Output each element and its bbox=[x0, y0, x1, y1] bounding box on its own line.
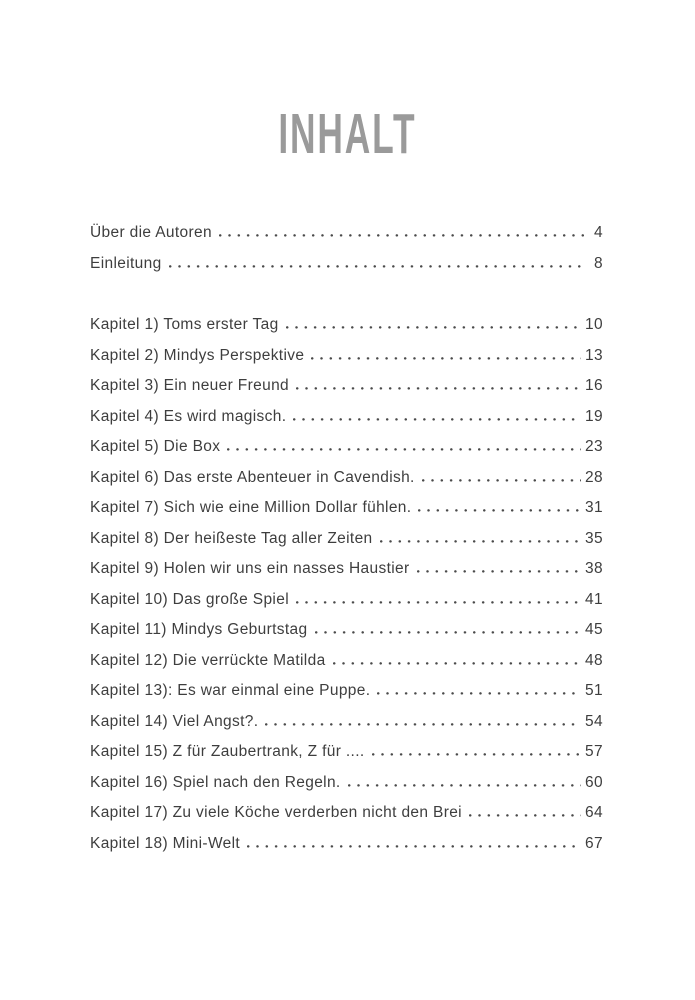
dot-leader bbox=[219, 234, 584, 237]
toc-entry-label: Kapitel 6) Das erste Abenteuer in Cavendish. bbox=[90, 468, 415, 486]
toc-entry-page: 60 bbox=[585, 773, 603, 791]
toc-entry-page: 13 bbox=[585, 346, 603, 364]
toc-entry bbox=[90, 621, 603, 652]
toc-entry-page: 54 bbox=[585, 712, 603, 730]
toc-entry-page: 31 bbox=[585, 499, 603, 516]
toc-entry bbox=[90, 499, 603, 530]
toc-entry bbox=[90, 408, 603, 439]
dot-leader bbox=[348, 784, 581, 787]
toc-entry-page: 4 bbox=[594, 224, 603, 241]
toc-entry-page: 67 bbox=[585, 834, 603, 852]
toc-entry-page: 51 bbox=[585, 682, 603, 699]
toc-entry-label: Kapitel 1) Toms erster Tag bbox=[90, 316, 279, 333]
dot-leader bbox=[333, 662, 582, 665]
toc-entry bbox=[90, 591, 603, 622]
toc-entry-label: Kapitel 17) Zu viele Köche verderben nicht den Brei bbox=[90, 804, 462, 821]
dot-leader bbox=[315, 631, 582, 634]
toc-entry-label: Kapitel 9) Holen wir uns ein nasses Haustier bbox=[90, 560, 410, 577]
dot-leader bbox=[247, 845, 581, 848]
toc-entry-page: 28 bbox=[585, 468, 603, 486]
toc-entry-label: Kapitel 4) Es wird magisch. bbox=[90, 407, 287, 425]
toc-entry-label: Über die Autoren bbox=[90, 224, 212, 241]
page-title-container bbox=[0, 102, 695, 166]
toc-entry bbox=[90, 743, 603, 774]
dot-leader bbox=[227, 448, 581, 451]
toc-entry-label: Kapitel 8) Der heißeste Tag aller Zeiten bbox=[90, 529, 373, 547]
dot-leader bbox=[380, 540, 582, 543]
toc-entry-page: 19 bbox=[585, 407, 603, 425]
page-title: INHALT bbox=[278, 102, 417, 166]
toc-entry-label: Kapitel 12) Die verrückte Matilda bbox=[90, 651, 326, 669]
toc-entry-label: Kapitel 5) Die Box bbox=[90, 438, 221, 455]
toc-entry bbox=[90, 682, 603, 713]
toc-entry bbox=[90, 835, 603, 866]
toc-entry-label: Kapitel 13): Es war einmal eine Puppe. bbox=[90, 682, 371, 699]
toc-entry-label: Kapitel 10) Das große Spiel bbox=[90, 590, 289, 608]
toc-entry-label: Kapitel 14) Viel Angst?. bbox=[90, 712, 259, 730]
toc-entry-page: 10 bbox=[585, 316, 603, 333]
dot-leader bbox=[311, 357, 581, 360]
toc-entry-label: Kapitel 7) Sich wie eine Million Dollar fühlen. bbox=[90, 499, 412, 516]
toc-entry bbox=[90, 224, 603, 255]
toc-entry bbox=[90, 804, 603, 835]
toc-entry-label: Kapitel 15) Z für Zaubertrank, Z für .... bbox=[90, 743, 365, 760]
dot-leader bbox=[418, 509, 581, 512]
toc-entry bbox=[90, 438, 603, 469]
toc-entry-page: 57 bbox=[585, 743, 603, 760]
dot-leader bbox=[169, 265, 584, 268]
toc-entry-label: Kapitel 16) Spiel nach den Regeln. bbox=[90, 773, 341, 791]
toc-entry-page: 64 bbox=[585, 804, 603, 821]
toc-entry-page: 23 bbox=[585, 438, 603, 455]
toc-entry bbox=[90, 469, 603, 500]
dot-leader bbox=[296, 601, 581, 604]
table-of-contents bbox=[90, 224, 603, 865]
dot-leader bbox=[265, 723, 581, 726]
toc-entry bbox=[90, 377, 603, 408]
toc-entry bbox=[90, 713, 603, 744]
dot-leader bbox=[469, 814, 581, 817]
toc-entry bbox=[90, 652, 603, 683]
dot-leader bbox=[296, 387, 581, 390]
dot-leader bbox=[417, 570, 582, 573]
toc-chapter-list bbox=[90, 316, 603, 865]
toc-entry bbox=[90, 530, 603, 561]
toc-entry bbox=[90, 774, 603, 805]
dot-leader bbox=[372, 753, 582, 756]
toc-entry-label: Kapitel 2) Mindys Perspektive bbox=[90, 346, 305, 364]
dot-leader bbox=[377, 692, 581, 695]
dot-leader bbox=[293, 418, 581, 421]
toc-entry bbox=[90, 255, 603, 286]
toc-entry-label: Kapitel 3) Ein neuer Freund bbox=[90, 377, 290, 394]
dot-leader bbox=[286, 326, 581, 329]
toc-entry bbox=[90, 560, 603, 591]
toc-entry-page: 38 bbox=[585, 560, 603, 577]
toc-entry-page: 45 bbox=[585, 621, 603, 638]
toc-entry-page: 8 bbox=[594, 254, 603, 272]
toc-entry-page: 48 bbox=[585, 651, 603, 669]
toc-entry bbox=[90, 316, 603, 347]
toc-entry-label: Kapitel 18) Mini-Welt bbox=[90, 834, 241, 852]
toc-entry-page: 41 bbox=[585, 590, 603, 608]
dot-leader bbox=[422, 479, 581, 482]
toc-front-matter bbox=[90, 224, 603, 285]
toc-entry-page: 16 bbox=[585, 377, 603, 394]
toc-entry-label: Kapitel 11) Mindys Geburtstag bbox=[90, 621, 308, 638]
toc-entry-page: 35 bbox=[585, 529, 603, 547]
toc-entry bbox=[90, 347, 603, 378]
toc-entry-label: Einleitung bbox=[90, 254, 162, 272]
